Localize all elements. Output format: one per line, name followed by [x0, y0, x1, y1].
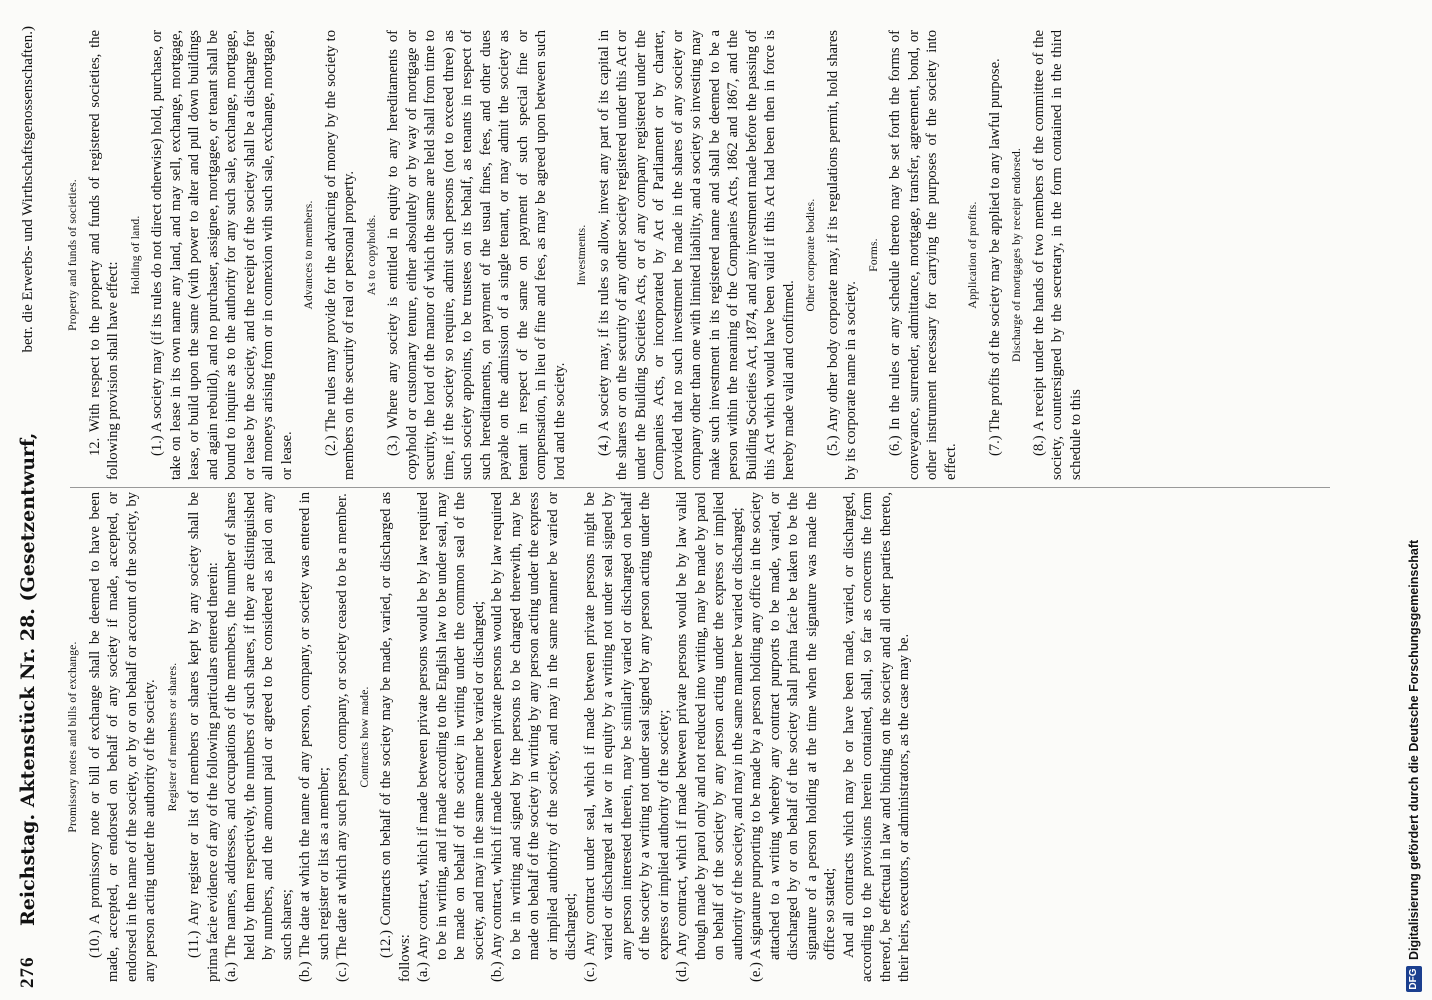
running-head: betr. die Erwerbs- und Wirthschaftsgenossenschaften.): [20, 26, 36, 353]
list-item: (a.) The names, addresses, and occupations of the members, the number of shares held by them respectively, the numbers of such shares, if they are distinguished by numbers, and the amount paid or agreed to be considered as paid on any such shares;: [223, 492, 295, 982]
sidenote: Other corporate bodies.: [805, 198, 817, 312]
paragraph: 12. With respect to the property and funds of registered societies, the following provision shall have effect:: [86, 30, 121, 480]
sidenote: Advances to members.: [303, 200, 315, 310]
page-number: 276: [17, 956, 38, 988]
sidenote: Discharge of mortgages by receipt endorsed.: [1011, 147, 1023, 363]
list-item: (a.) Any contract, which if made between private persons would be by law required to be in writing, and if made according to the English law to be under seal, may be made on behalf of the society in writing under the common seal of the society, and may in the same manner be varied or discharged;: [415, 492, 487, 982]
page-header: [6, 26, 50, 988]
list-item: (c.) The date at which any such person, company, or society ceased to be a member.: [334, 493, 350, 982]
sidenote: As to copyholds.: [365, 214, 378, 296]
paragraph: (8.) A receipt under the hands of two members of the committee of the society, countersigned by the secretary, in the form contained in the third schedule to this: [1030, 30, 1084, 480]
header-title: Reichstag. Aktenstück Nr. 28. (Gesetzentwurf,: [17, 432, 39, 926]
dfg-logo-icon: DFG: [1406, 966, 1422, 992]
paragraph: And all contracts which may be or have been made, varied, or discharged, according to the provisions herein contained, shall, so far as concerns the form thereof, be effectual in law and binding on the society and all other parties thereto, their heirs, executors, or administrators, as the case may be.: [840, 492, 912, 982]
digitization-footer: [1404, 0, 1424, 1000]
list-item: (d.) Any contract, which if made between private persons would be by law valid though made by parol only and not reduced into writing, may be made by parol on behalf of the society by any person acting under the express or implied authority of the society, and may in the same manner be varied or discharged;: [674, 492, 746, 982]
left-column: [60, 492, 1370, 982]
sidenote: Application of profits.: [967, 201, 979, 309]
paragraph: (7.) The profits of the society may be applied to any lawful purpose.: [986, 58, 1003, 456]
list-item: (e.) A signature purporting to be made by a person holding any office in the society attached to a writing whereby any contract purports to be made, varied, or discharged by or on behalf of the society shall prima facie be taken to be the signature of a person holding at the time when the signature was made the office so stated;: [748, 492, 838, 982]
paragraph: (5.) Any other body corporate may, if its regulations permit, hold shares by its corporate name in a society.: [824, 30, 859, 480]
sidenote: Forms.: [867, 238, 880, 272]
paragraph: (3.) Where any society is entitled in equity to any hereditaments of copyhold or customary tenure, either absolutely or by way of mortgage or security, the lord of the manor of which the same are held shall from time to time, if the society so require, admit such persons (not to exceed three) as such society appoints, to be trustees on its behalf, as tenants in respect of such hereditaments, on payment of the usual fines, fees, and other dues payable on the admission of a single tenant, or may admit the society as tenant in respect of the same on payment of such special fine or compensation, in lieu of fine and fees, as may be agreed upon between such lord and the society.: [385, 30, 568, 480]
sidenote: Property and funds of societies.: [67, 179, 79, 331]
list-item: (b.) The date at which the name of any person, company, or society was entered in such register or list as a member;: [297, 492, 332, 982]
sidenote: Holding of land.: [129, 215, 142, 295]
right-column: [60, 30, 1410, 480]
paragraph: (10.) A promissory note or bill of exchange shall be deemed to have been made, accepted, or endorsed on behalf of any society if made, accepted, or endorsed in the name of the society, or by or on behalf or account of the society, by any person acting under the authority of the society.: [86, 492, 158, 982]
list-item: (c.) Any contract under seal, which if made between private persons might be varied or discharged at law or in equity by a writing not under seal signed by any person interested therein, may be similarly varied or discharged on behalf of the society by a writing not under seal signed by any person acting under the express or implied authority of the society;: [581, 492, 672, 982]
paragraph: (6.) In the rules or any schedule thereto may be set forth the forms of conveyance, surrender, admittance, mortgage, transfer, agreement, bond, or other instrument necessary for carrying the purposes of the society into effect.: [887, 30, 959, 480]
paragraph: (4.) A society may, if its rules so allow, invest any part of its capital in the shares or on the security of any other society registered under this Act or under the Building Societies Acts, or of any company registered under the Companies Acts, or incorporated by Act of Parliament or by charter, provided that no such investment be made in the shares of any society or company other than one with limited liability, and a society so investing may make such investment in its registered name and shall be deemed to be a person within the meaning of the Companies Acts, 1862 and 1867, and the Building Societies Act, 1874, and any investment made before the passing of this Act which would have been valid if this Act had been then in force is hereby made valid and confirmed.: [595, 30, 797, 480]
paragraph: (2.) The rules may provide for the advancing of money by the society to members on the security of real or personal property.: [322, 30, 357, 480]
list-item: (b.) Any contract, which if made between private persons would be by law required to be in writing and signed by the persons to be charged therewith, may be made on behalf of the society in writing by any person acting under the express or implied authority of the society, and may in the same manner be varied or discharged;: [489, 492, 579, 982]
column-divider: [70, 487, 1330, 488]
sidenote: Register of members or shares.: [166, 662, 179, 812]
paragraph: (1.) A society may (if its rules do not direct otherwise) hold, purchase, or take on lease in its own name any land, and may sell, exchange, mortgage, lease, or build upon the same (with power to alter and pull down buildings and again rebuild), and no purchaser, assignee, mortgagee, or tenant shall be bound to inquire as to the authority for any such sale, exchange, mortgage, or lease by the society, and the receipt of the society shall be a discharge for all moneys arising from or in connexion with such sale, exchange, mortgage, or lease.: [149, 30, 295, 480]
paragraph: (11.) Any register or list of members or shares kept by any society shall be prima facie evidence of any of the following particulars entered therein:: [186, 492, 221, 982]
sidenote: Promissory notes and bills of exchange.: [67, 641, 79, 833]
sidenote: Contracts how made.: [358, 686, 371, 788]
paragraph: (12.) Contracts on behalf of the society may be made, varied, or discharged as follows:: [378, 492, 413, 982]
footer-text: Digitalisierung gefördert durch die Deutsche Forschungsgemeinschaft: [1407, 539, 1421, 960]
sidenote: Investments.: [576, 224, 588, 286]
